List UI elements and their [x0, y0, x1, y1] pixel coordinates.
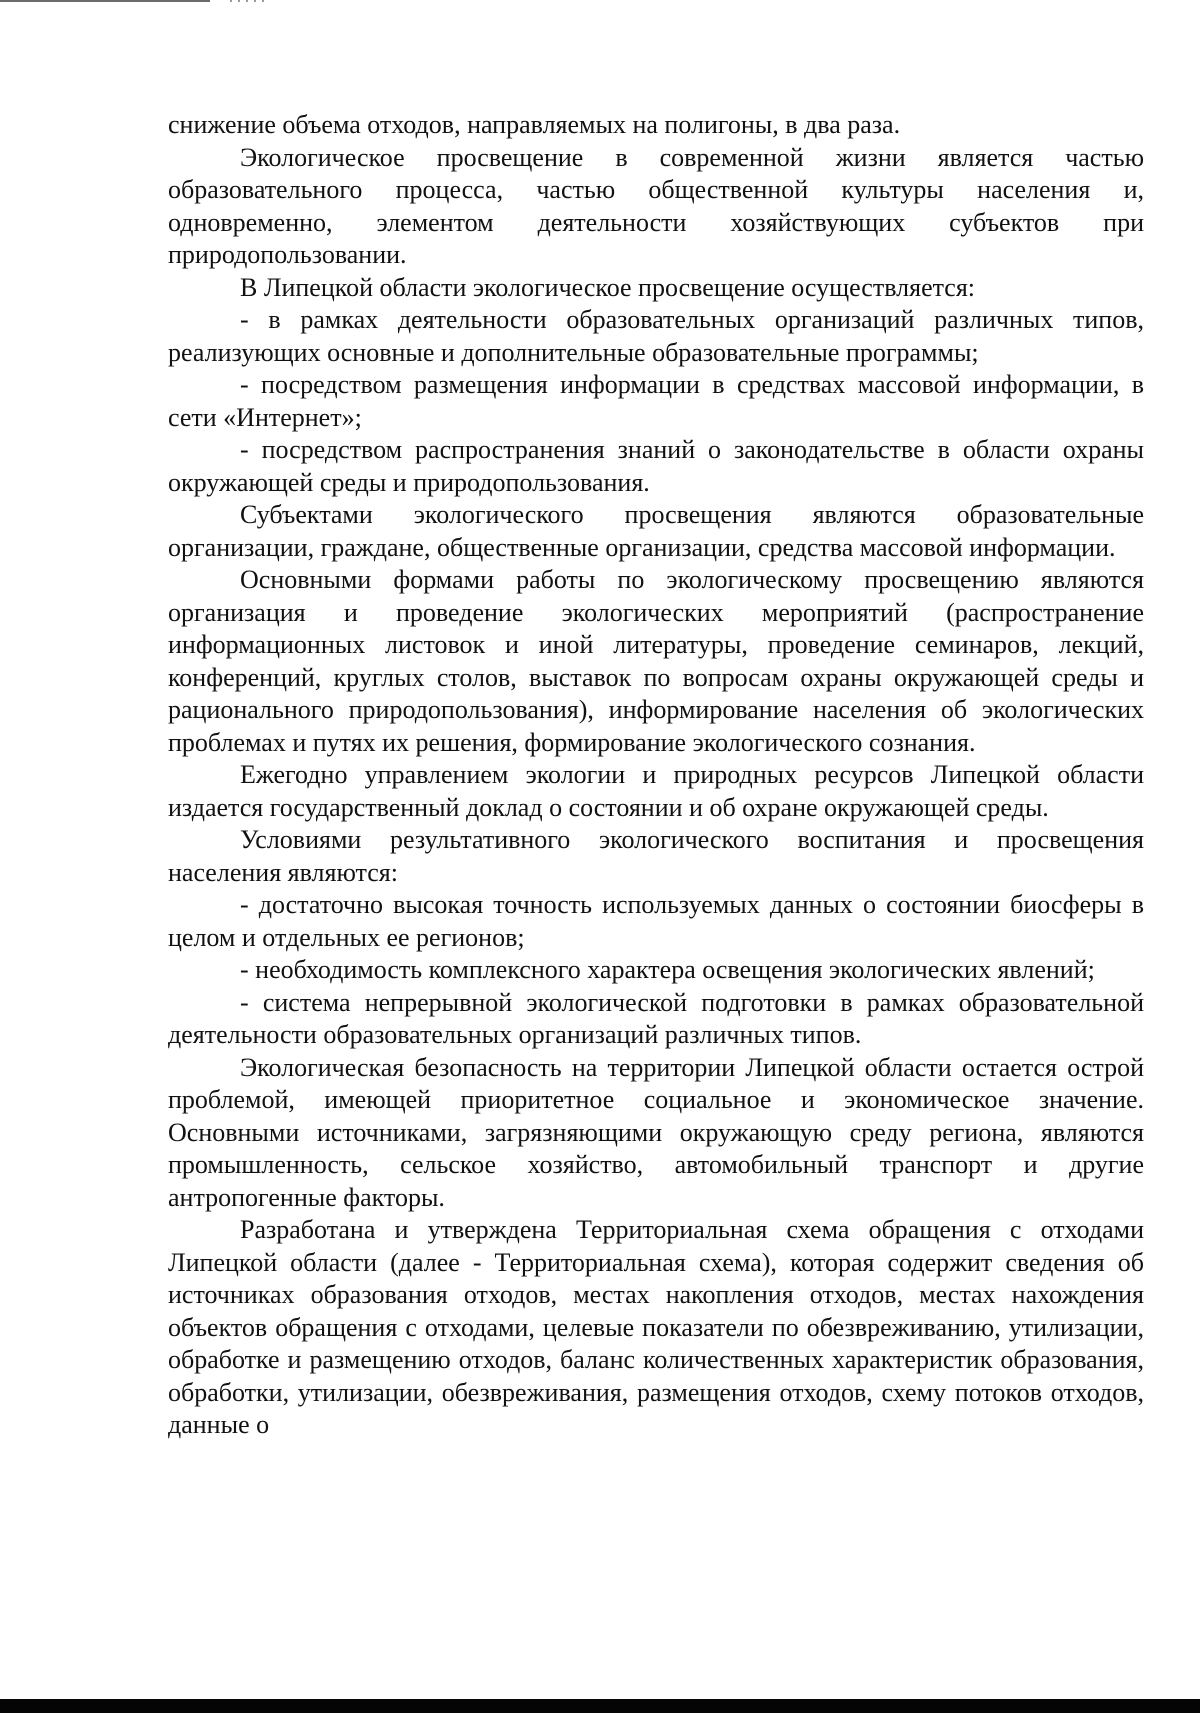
paragraph: снижение объема отходов, направляемых на полигоны, в два раза. [168, 110, 901, 139]
list-item: - необходимость комплексного характера освещения экологических явлений; [240, 955, 1095, 984]
list-item: - достаточно высокая точность используемых данных о состоянии биосферы в целом и отдельных ее регионов; [168, 890, 1144, 952]
list-item: - посредством распространения знаний о законодательстве в области охраны окружающей среды и природопользования. [168, 435, 1144, 497]
paragraph: Условиями результативного экологического воспитания и просвещения населения являются: [168, 825, 1144, 887]
paragraph: Субъектами экологического просвещения являются образовательные организации, граждане, общественные организации, средства массовой информации. [168, 500, 1144, 562]
list-item: - система непрерывной экологической подготовки в рамках образовательной деятельности образовательных организаций различных типов. [168, 987, 1144, 1049]
document-body [168, 109, 1144, 1442]
scan-bottom-edge [0, 1699, 1200, 1713]
paragraph: В Липецкой области экологическое просвещение осуществляется: [240, 272, 976, 302]
paragraph: Экологическое просвещение в современной жизни является частью образовательного процесса, частью общественной культуры населения и, одновременно, элементом деятельности хозяйствующих субъектов при природопользовании. [168, 142, 1144, 269]
list-item: - посредством размещения информации в средствах массовой информации, в сети «Интернет»; [168, 370, 1144, 432]
paragraph: Разработана и утверждена Территориальная схема обращения с отходами Липецкой области (далее - Территориальная схема), которая содержит сведения об источниках образования отходов, местах накопления отходов, местах нахождения объектов обращения с отходами, целевые показатели по обезвреживанию, утилизации, обработке и размещению отходов, баланс количественных характеристик образования, обработки, утилизации, обезвреживания, размещения отходов, схему потоков отходов, данные о [168, 1215, 1144, 1439]
paragraph: Ежегодно управлением экологии и природных ресурсов Липецкой области издается государственный доклад о состоянии и об охране окружающей среды. [168, 760, 1144, 822]
scan-edge-mark [0, 0, 210, 2]
paragraph: Основными формами работы по экологическому просвещению являются организация и проведение экологических мероприятий (распространение информационных листовок и иной литературы, проведение семинаров, лекций, конференций, круглых столов, выставок по вопросам охраны окружающей среды и рационального природопользования), информирование населения об экологических проблемах и путях их решения, формирование экологического сознания. [168, 565, 1144, 757]
scan-edge-dots [230, 0, 270, 2]
list-item: - в рамках деятельности образовательных организаций различных типов, реализующих основные и дополнительные образовательные программы; [168, 305, 1144, 367]
paragraph: Экологическая безопасность на территории Липецкой области остается острой проблемой, имеющей приоритетное социальное и экономическое значение. Основными источниками, загрязняющими окружающую среду региона, являются промышленность, сельское хозяйство, автомобильный транспорт и другие антропогенные факторы. [168, 1052, 1144, 1212]
